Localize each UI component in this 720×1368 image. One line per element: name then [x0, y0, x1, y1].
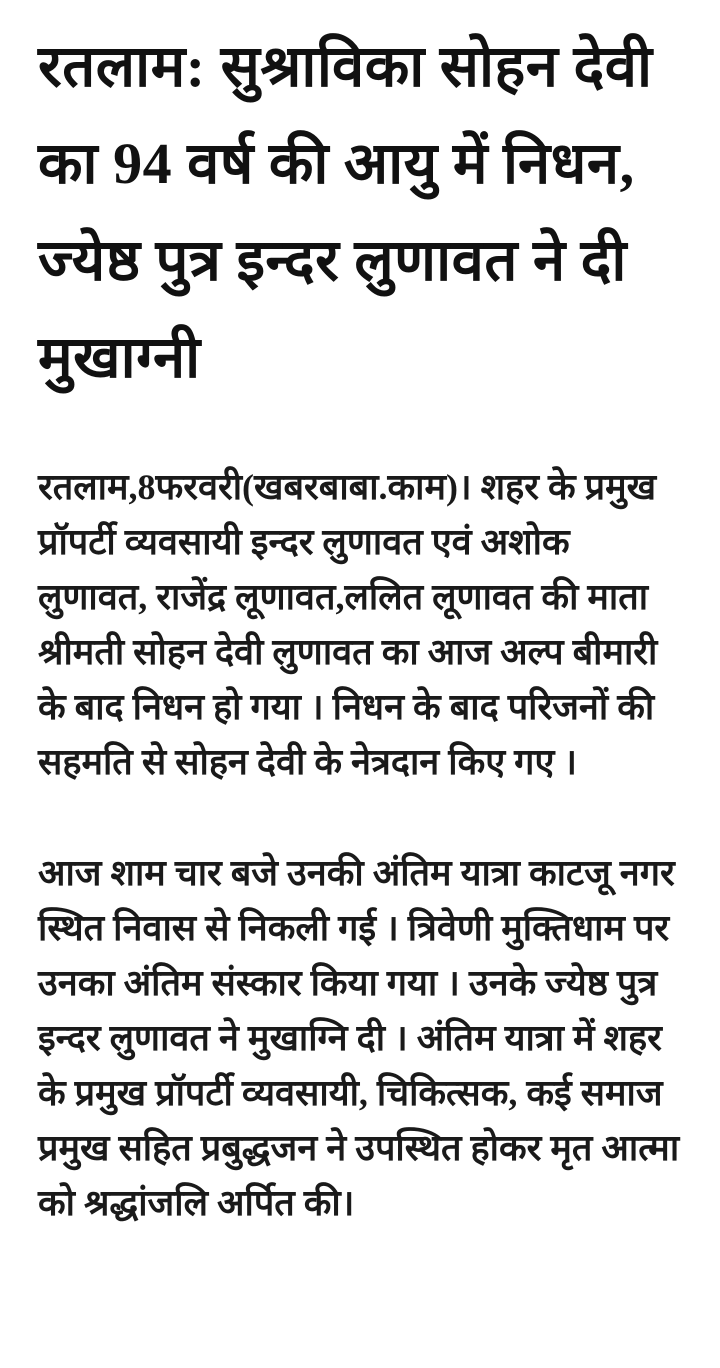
article-headline: रतलाम: सुश्राविका सोहन देवी का 94 वर्ष की आयु में निधन, ज्येष्ठ पुत्र इन्दर लुणावत ने दी मुखाग्नी [38, 34, 653, 390]
article-paragraph-2: आज शाम चार बजे उनकी अंतिम यात्रा काटजू नगर स्थित निवास से निकली गई । त्रिवेणी मुक्तिधाम पर उनका अंतिम संस्कार किया गया । उनके ज्येष्ठ पुत्र इन्दर लुणावत ने मुखाग्नि दी । अंतिम यात्रा में शहर के प्रमुख प्रॉपर्टी व्यवसायी, चिकित्सक, कई समाज प्रमुख सहित प्रबुद्धजन ने उपस्थित होकर मृत आत्मा को श्रद्धांजलि अर्पित की। [38, 853, 680, 1223]
article-paragraph-1: रतलाम,8फरवरी(खबरबाबा.काम)। शहर के प्रमुख प्रॉपर्टी व्यवसायी इन्दर लुणावत एवं अशोक लुणावत, राजेंद्र लूणावत,ललित लूणावत की माता श्रीमती सोहन देवी लुणावत का आज अल्प बीमारी के बाद निधन हो गया । निधन के बाद परिजनों की सहमति से सोहन देवी के नेत्रदान किए गए । [38, 467, 658, 782]
